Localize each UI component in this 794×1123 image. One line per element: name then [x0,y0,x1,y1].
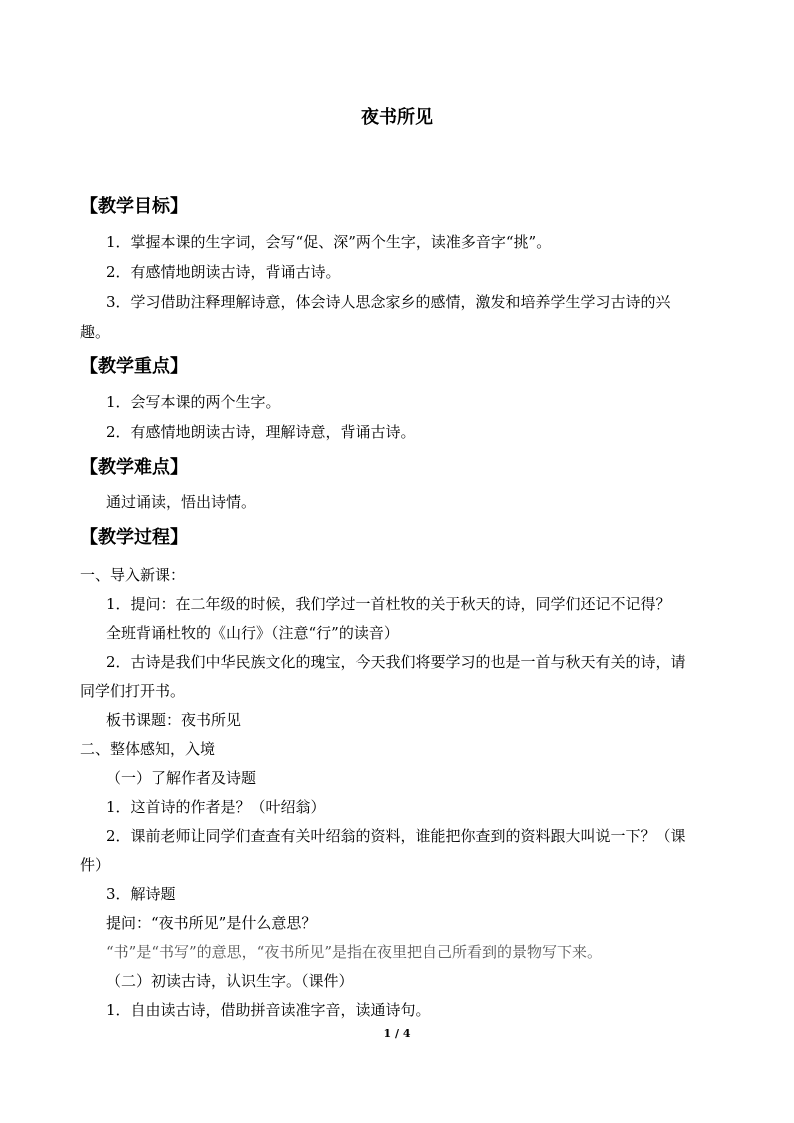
goal-item-2: 2．有感情地朗读古诗，背诵古诗。 [106,263,341,281]
key-point-item-2: 2．有感情地朗读古诗，理解诗意，背诵古诗。 [106,423,416,441]
heading-teaching-goals: 【教学目标】 [80,196,188,217]
process-line: 板书课题：夜书所见 [106,711,242,729]
process-line: 二、整体感知，入境 [80,740,216,758]
goal-item-1: 1．掌握本课的生字词，会写“促、深”两个生字，读准多音字“挑”。 [106,233,552,251]
process-line: 提问：“夜书所见”是什么意思？ [106,914,317,932]
page-number: 1 / 4 [383,1027,411,1040]
process-line: 全班背诵杜牧的《山行》（注意“行”的读音） [106,624,399,642]
process-line: 2．古诗是我们中华民族文化的瑰宝，今天我们将要学习的也是一首与秋天有关的诗，请 [106,653,686,671]
goal-item-3-cont: 趣。 [80,323,111,341]
process-line: 3．解诗题 [106,885,176,903]
difficulty-item-1: 通过诵读，悟出诗情。 [106,493,257,511]
process-line: 1．自由读古诗，借助拼音读准字音，读通诗句。 [106,1001,431,1019]
process-line: （二）初读古诗，认识生字。（课件） [106,972,354,990]
process-line: （一）了解作者及诗题 [106,769,257,787]
process-line: 一、导入新课： [80,566,186,584]
heading-key-points: 【教学重点】 [80,356,188,377]
process-line: 2．课前老师让同学们查查有关叶绍翁的资料，谁能把你查到的资料跟大叫说一下？（课 [106,827,686,845]
process-line: 1．提问：在二年级的时候，我们学过一首杜牧的关于秋天的诗，同学们还记不记得？ [106,595,671,613]
process-line: “书”是“书写”的意思，“夜书所见”是指在夜里把自己所看到的景物写下来。 [106,943,603,961]
heading-difficulties: 【教学难点】 [80,457,188,478]
process-line: 同学们打开书。 [80,682,186,700]
document-title: 夜书所见 [361,107,433,128]
heading-process: 【教学过程】 [80,527,188,548]
process-line: 1．这首诗的作者是？（叶绍翁） [106,798,326,816]
goal-item-3: 3．学习借助注释理解诗意，体会诗人思念家乡的感情，激发和培养学生学习古诗的兴 [106,293,671,311]
key-point-item-1: 1．会写本课的两个生字。 [106,393,281,411]
process-line: 件） [80,856,111,874]
